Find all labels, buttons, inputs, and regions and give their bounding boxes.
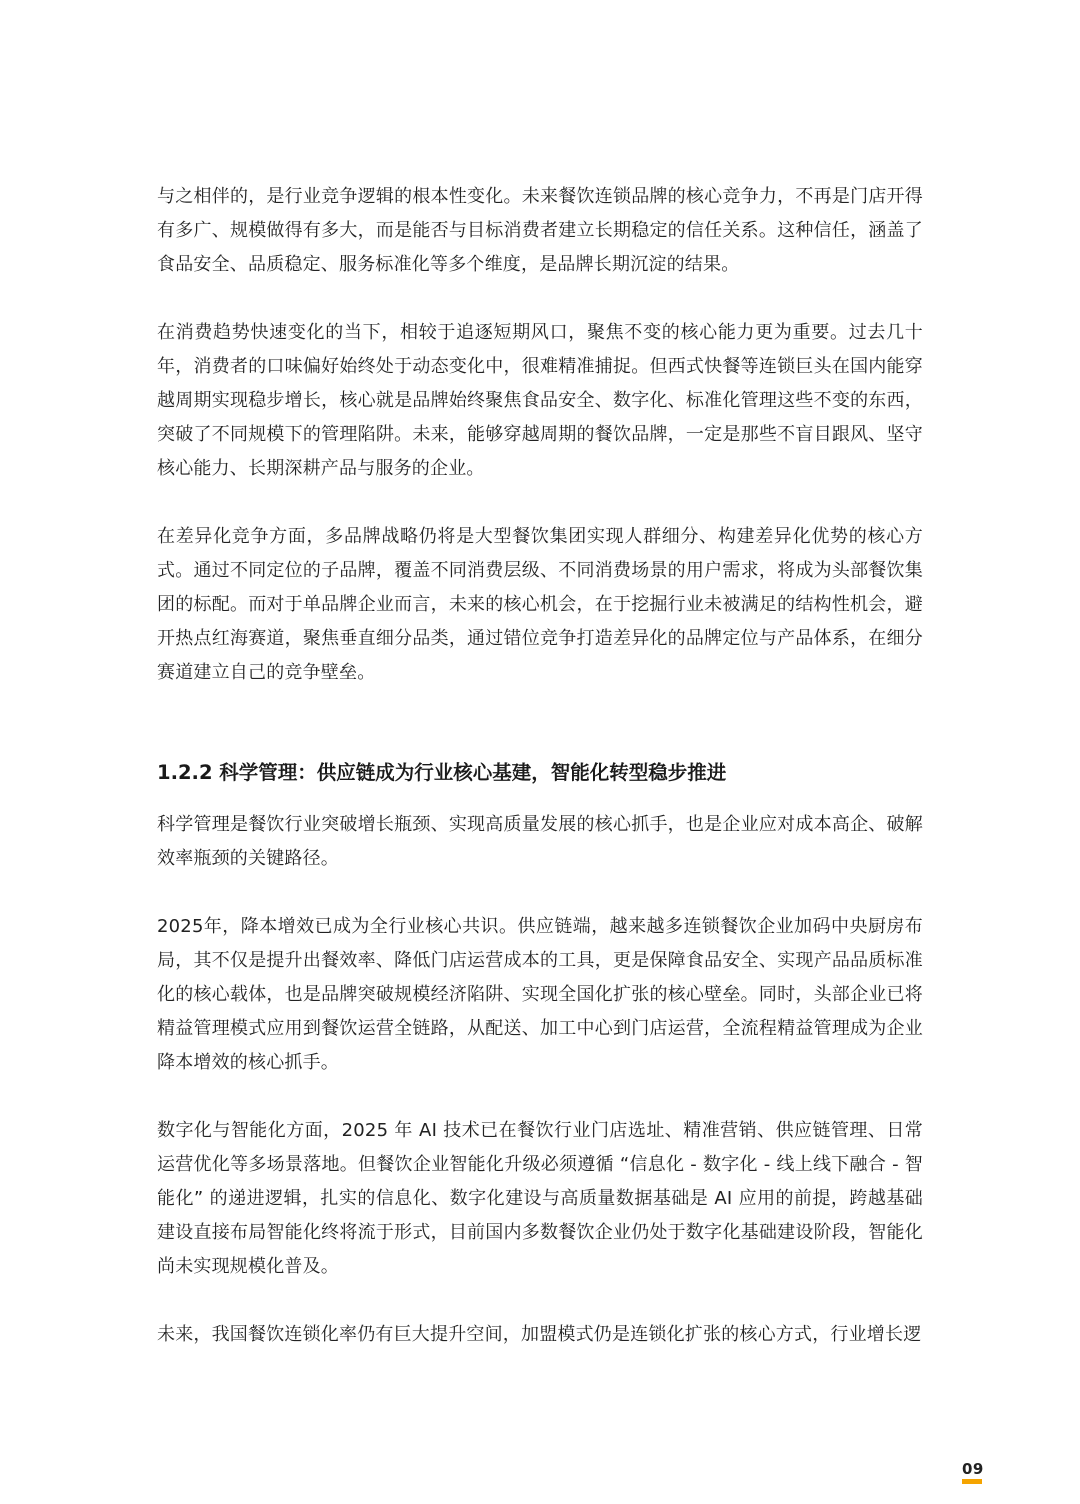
paragraph: 数字化与智能化方面，2025 年 AI 技术已在餐饮行业门店选址、精准营销、供应链管理、日常运营优化等多场景落地。但餐饮企业智能化升级必须遵循 “信息化 - 数字化 - 线上线下融合 - 智能化” 的递进逻辑，扎实的信息化、数字化建设与高质量数据基础是 AI 应用的前提，跨越基础建设直接布局智能化终将流于形式，目前国内多数餐饮企业仍处于数字化基础建设阶段，智能化尚未实现规模化普及。 <box>157 1120 923 1277</box>
paragraph: 2025年，降本增效已成为全行业核心共识。供应链端，越来越多连锁餐饮企业加码中央厨房布局，其不仅是提升出餐效率、降低门店运营成本的工具，更是保障食品安全、实现产品品质标准化的核心载体，也是品牌突破规模经济陷阱、实现全国化扩张的核心壁垒。同时，头部企业已将精益管理模式应用到餐饮运营全链路，从配送、加工中心到门店运营，全流程精益管理成为企业降本增效的核心抓手。 <box>157 916 923 1073</box>
paragraph: 与之相伴的，是行业竞争逻辑的根本性变化。未来餐饮连锁品牌的核心竞争力，不再是门店开得有多广、规模做得有多大，而是能否与目标消费者建立长期稳定的信任关系。这种信任，涵盖了食品安全、品质稳定、服务标准化等多个维度，是品牌长期沉淀的结果。 <box>157 186 923 275</box>
paragraph: 在差异化竞争方面，多品牌战略仍将是大型餐饮集团实现人群细分、构建差异化优势的核心方式。通过不同定位的子品牌，覆盖不同消费层级、不同消费场景的用户需求，将成为头部餐饮集团的标配。而对于单品牌企业而言，未来的核心机会，在于挖掘行业未被满足的结构性机会，避开热点红海赛道，聚焦垂直细分品类，通过错位竞争打造差异化的品牌定位与产品体系，在细分赛道建立自己的竞争壁垒。 <box>157 526 923 683</box>
paragraph: 未来，我国餐饮连锁化率仍有巨大提升空间，加盟模式仍是连锁化扩张的核心方式，行业增长逻 <box>157 1324 922 1345</box>
page-number: 09 <box>962 1460 984 1478</box>
page-number-accent-bar <box>962 1479 982 1484</box>
paragraph: 科学管理是餐饮行业突破增长瓶颈、实现高质量发展的核心抓手，也是企业应对成本高企、破解效率瓶颈的关键路径。 <box>157 814 923 869</box>
paragraph: 在消费趋势快速变化的当下，相较于追逐短期风口，聚焦不变的核心能力更为重要。过去几十年，消费者的口味偏好始终处于动态变化中，很难精准捕捉。但西式快餐等连锁巨头在国内能穿越周期实现稳步增长，核心就是品牌始终聚焦食品安全、数字化、标准化管理这些不变的东西，突破了不同规模下的管理陷阱。未来，能够穿越周期的餐饮品牌，一定是那些不盲目跟风、坚守核心能力、长期深耕产品与服务的企业。 <box>157 322 923 479</box>
section-heading: 1.2.2 科学管理：供应链成为行业核心基建，智能化转型稳步推进 <box>157 761 727 784</box>
document-body <box>157 180 923 1352</box>
